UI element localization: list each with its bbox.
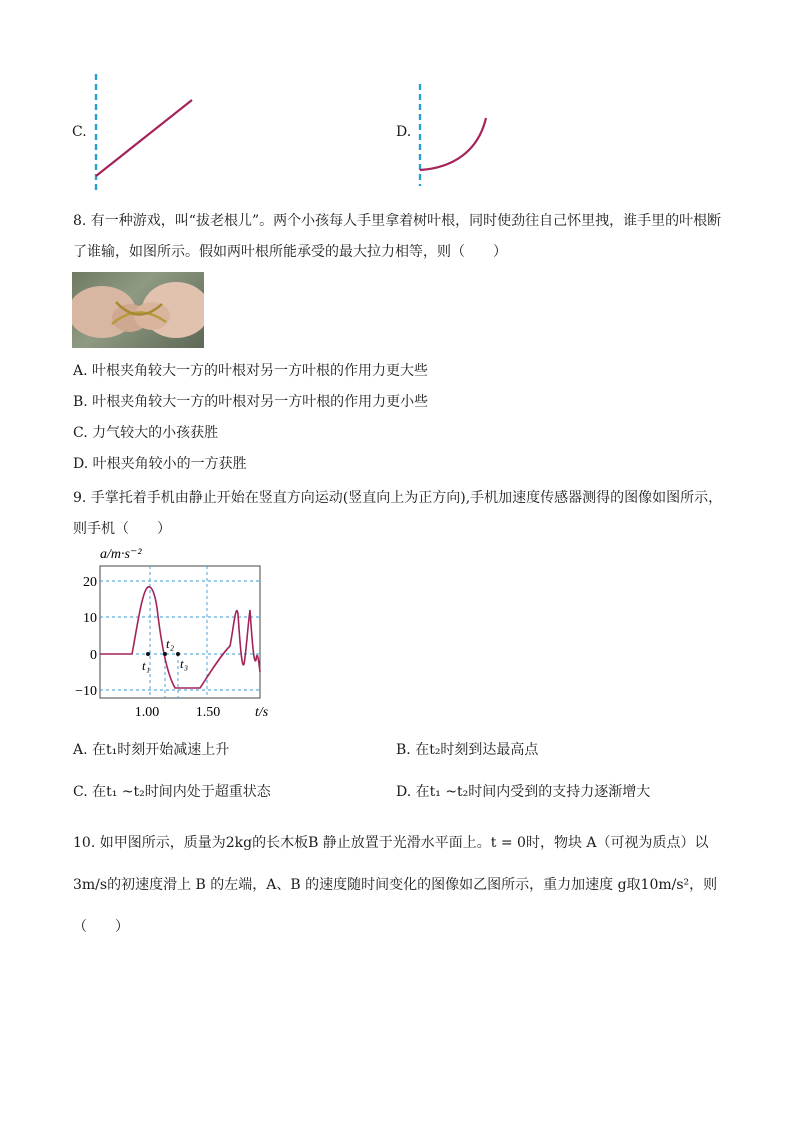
q9-line1: 9. 手掌托着手机由静止开始在竖直方向运动(竖直向上为正方向),手机加速度传感器测得的图像如图所示， xyxy=(73,490,723,506)
q10-line3: （ ） xyxy=(73,919,129,935)
q9-chart xyxy=(70,544,280,722)
q9-label-t1: t₁ xyxy=(142,658,151,673)
option-c-label: C. xyxy=(72,124,87,140)
q9-point-t2 xyxy=(163,652,167,656)
q9-option-d: D. 在t₁ ~t₂时间内受到的支持力逐渐增大 xyxy=(396,784,651,800)
q10-line1: 10. 如甲图所示，质量为2kg的长木板B 静止放置于光滑水平面上。t = 0时，物块 A（可视为质点）以 xyxy=(73,835,709,851)
option-d-curve xyxy=(420,118,486,170)
q8-option-b: B. 叶根夹角较大一方的叶根对另一方叶根的作用力更小些 xyxy=(73,394,429,410)
q9-line2: 则手机（ ） xyxy=(73,521,171,537)
q10-line2: 3m/s的初速度滑上 B 的左端，A、B 的速度随时间变化的图像如乙图所示，重力加速度 g取10m/s²，则 xyxy=(73,877,718,893)
q8-line1: 8. 有一种游戏，叫“拔老根儿”。两个小孩每人手里拿着树叶根，同时使劲往自己怀里拽，谁手里的叶根断 xyxy=(73,213,722,229)
q9-curve xyxy=(100,587,260,688)
q8-line2: 了谁输，如图所示。假如两叶根所能承受的最大拉力相等，则（ ） xyxy=(73,244,507,260)
q9-ytick-m10: −10 xyxy=(75,684,97,699)
q9-option-b: B. 在t₂时刻到达最高点 xyxy=(396,742,539,758)
q10-stem xyxy=(73,822,733,948)
q8-photo-illustration xyxy=(72,272,204,348)
q9-ytick-0: 0 xyxy=(90,648,97,663)
q9-xtick-150: 1.50 xyxy=(195,705,221,720)
q9-option-a: A. 在t₁时刻开始减速上升 xyxy=(73,742,230,758)
q9-option-c: C. 在t₁ ~t₂时间内处于超重状态 xyxy=(73,784,271,800)
q9-point-t1 xyxy=(146,652,150,656)
q9-chart-frame xyxy=(100,566,260,698)
option-d-graph xyxy=(412,82,496,188)
q9-ylabel: a/m·s⁻² xyxy=(100,547,142,562)
q8-stem xyxy=(73,206,733,268)
option-c-line xyxy=(96,100,192,176)
option-d-label: D. xyxy=(396,124,412,140)
q8-photo xyxy=(72,272,204,348)
q9-label-t2: t₂ xyxy=(166,636,175,651)
q9-stem xyxy=(73,483,733,545)
q9-xlabel: t/s xyxy=(255,705,269,720)
q9-ytick-10: 10 xyxy=(83,611,97,626)
q9-label-t3: t₃ xyxy=(180,656,189,671)
option-c-graph xyxy=(88,72,198,194)
q9-ytick-20: 20 xyxy=(83,575,97,590)
q8-option-a: A. 叶根夹角较大一方的叶根对另一方叶根的作用力更大些 xyxy=(73,363,429,379)
q8-option-d: D. 叶根夹角较小的一方获胜 xyxy=(73,456,247,472)
q9-xtick-100: 1.00 xyxy=(134,705,160,720)
q8-option-c: C. 力气较大的小孩获胜 xyxy=(73,425,219,441)
